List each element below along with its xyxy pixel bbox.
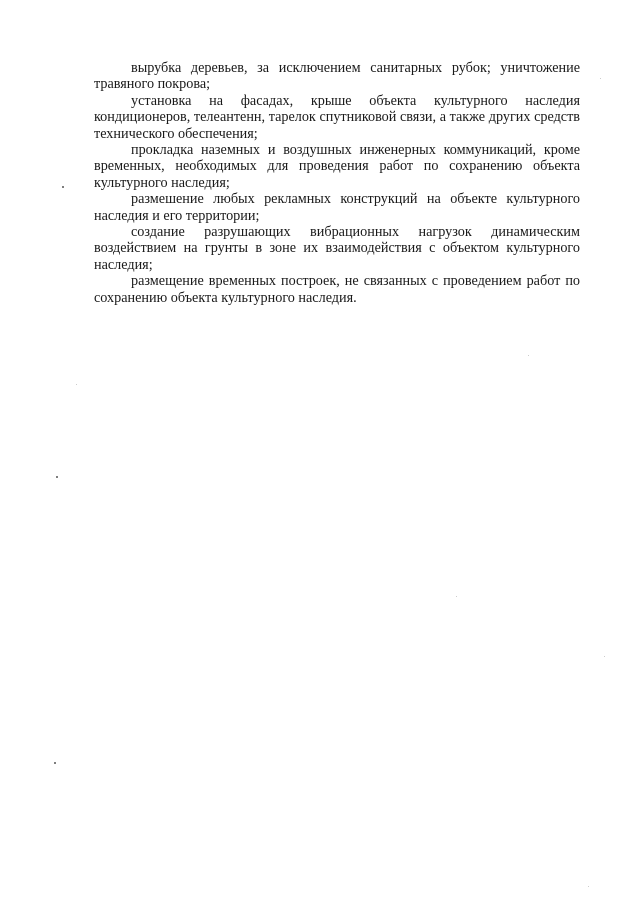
scan-speck: [600, 78, 601, 79]
scan-speck: [456, 596, 457, 597]
paragraph-advertising: размешение любых рекламных конструкций на объекте культурного наследия и его территории;: [94, 191, 580, 224]
scan-speck: [528, 355, 529, 356]
paragraph-facade-installation: установка на фасадах, крыше объекта культурного наследия кондиционеров, телеантенн, тарелок спутниковой связи, а также других средств технического обеспечения;: [94, 92, 580, 142]
scan-speck: [56, 476, 58, 478]
scan-speck: [76, 384, 77, 385]
scan-speck: [62, 186, 64, 188]
scan-speck: [604, 656, 605, 657]
paragraph-temporary-buildings: размещение временных построек, не связанных с проведением работ по сохранению объекта культурного наследия.: [94, 273, 580, 306]
scan-speck: [54, 762, 56, 764]
document-text: [94, 60, 580, 306]
paragraph-tree-felling: вырубка деревьев, за исключением санитарных рубок; уничтожение травяного покрова;: [94, 60, 580, 93]
scan-speck: [588, 886, 589, 887]
paragraph-utility-lines: прокладка наземных и воздушных инженерных коммуникаций, кроме временных, необходимых для проведения работ по сохранению объекта культурного наследия;: [94, 142, 580, 191]
paragraph-vibration-loads: создание разрушающих вибрационных нагрузок динамическим воздействием на грунты в зоне их взаимодействия с объектом культурного наследия;: [94, 224, 580, 273]
